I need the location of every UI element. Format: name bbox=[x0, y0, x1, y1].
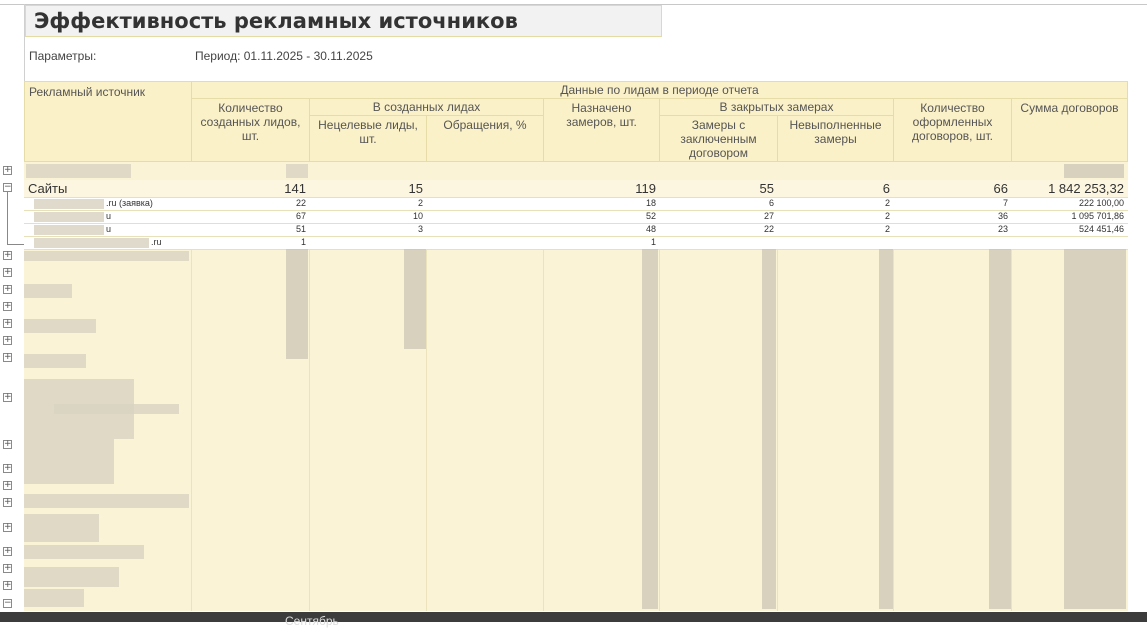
expand-icon[interactable]: + bbox=[4, 480, 12, 490]
header-in-created: В созданных лидах bbox=[309, 98, 544, 116]
header-unfulfilled: Невыполненные замеры bbox=[777, 115, 894, 162]
report-table bbox=[24, 81, 1128, 611]
row-name: .ru (заявка) bbox=[106, 198, 153, 208]
expand-icon[interactable]: + bbox=[4, 267, 12, 277]
redacted-text bbox=[26, 164, 131, 178]
row-assigned: 48 bbox=[645, 224, 656, 234]
redacted-text bbox=[24, 494, 189, 508]
report-title: Эффективность рекламных источников bbox=[25, 5, 662, 37]
row-sum: 1 095 701,86 bbox=[1071, 211, 1124, 221]
row-assigned: 18 bbox=[645, 198, 656, 208]
group-unfulfilled: 6 bbox=[882, 181, 890, 196]
row-with-contract: 27 bbox=[763, 211, 774, 221]
bottom-bar-text: Сентябрь bbox=[285, 614, 339, 628]
expand-icon[interactable]: + bbox=[4, 335, 12, 345]
expand-icon[interactable]: + bbox=[4, 352, 12, 362]
group-with-contract: 55 bbox=[759, 181, 774, 196]
expand-icon[interactable]: + bbox=[4, 284, 12, 294]
row-created: 51 bbox=[295, 224, 306, 234]
row-assigned: 1 bbox=[650, 237, 656, 247]
header-nontarget: Нецелевые лиды, шт. bbox=[309, 115, 427, 162]
row-unfulfilled: 2 bbox=[884, 224, 890, 234]
header-created: Количество созданных лидов, шт. bbox=[191, 98, 310, 162]
redacted-text bbox=[54, 404, 179, 414]
expand-icon[interactable]: + bbox=[4, 563, 12, 573]
group-assigned: 119 bbox=[635, 181, 656, 196]
row-name: .ru bbox=[151, 237, 162, 247]
expand-icon[interactable]: + bbox=[4, 439, 12, 449]
group-name: Сайты bbox=[28, 181, 68, 196]
redacted-rows bbox=[24, 249, 1128, 611]
redacted-text bbox=[24, 319, 96, 333]
row-contracts: 23 bbox=[997, 224, 1008, 234]
tree-line bbox=[7, 244, 24, 245]
redacted-text bbox=[879, 249, 893, 609]
tree-line bbox=[7, 192, 8, 244]
header-group: Данные по лидам в периоде отчета bbox=[191, 81, 1128, 99]
redacted-text bbox=[286, 249, 308, 359]
redacted-text bbox=[762, 249, 776, 609]
expand-icon[interactable]: + bbox=[4, 522, 12, 532]
row-nontarget: 2 bbox=[417, 198, 423, 208]
row-nontarget: 10 bbox=[412, 211, 423, 221]
header-source: Рекламный источник bbox=[24, 81, 192, 162]
redacted-text bbox=[34, 238, 149, 248]
row-name: u bbox=[106, 224, 112, 234]
row-created: 1 bbox=[300, 237, 306, 247]
header-closed: В закрытых замерах bbox=[659, 98, 894, 116]
expand-icon[interactable]: + bbox=[4, 546, 12, 556]
redacted-text bbox=[1064, 249, 1126, 609]
expand-icon[interactable]: + bbox=[4, 318, 12, 328]
redacted-text bbox=[24, 354, 86, 368]
expand-icon[interactable]: + bbox=[4, 497, 12, 507]
row-unfulfilled: 2 bbox=[884, 198, 890, 208]
header-contracts: Количество оформленных договоров, шт. bbox=[893, 98, 1012, 162]
expand-icon[interactable]: + bbox=[4, 165, 12, 175]
redacted-text bbox=[24, 439, 114, 484]
redacted-text bbox=[24, 284, 72, 298]
expand-icon[interactable]: + bbox=[4, 250, 12, 260]
table-row[interactable] bbox=[24, 162, 1128, 180]
row-with-contract: 6 bbox=[768, 198, 774, 208]
redacted-text bbox=[286, 164, 308, 178]
redacted-text bbox=[24, 251, 189, 261]
table-row[interactable] bbox=[24, 224, 1128, 236]
redacted-text bbox=[1064, 164, 1124, 178]
bottom-bar bbox=[0, 612, 1147, 628]
expand-icon[interactable]: + bbox=[4, 463, 12, 473]
redacted-text bbox=[989, 249, 1011, 609]
redacted-text bbox=[642, 249, 658, 609]
redacted-text bbox=[34, 225, 104, 235]
redacted-text bbox=[404, 249, 426, 349]
collapse-icon[interactable]: − bbox=[4, 598, 12, 608]
table-row[interactable] bbox=[24, 237, 1128, 249]
group-contracts: 66 bbox=[993, 181, 1008, 196]
redacted-text bbox=[34, 212, 104, 222]
row-contracts: 7 bbox=[1002, 198, 1008, 208]
group-nontarget: 15 bbox=[408, 181, 423, 196]
row-contracts: 36 bbox=[997, 211, 1008, 221]
redacted-text bbox=[24, 514, 99, 542]
header-assigned: Назначено замеров, шт. bbox=[543, 98, 660, 162]
row-with-contract: 22 bbox=[763, 224, 774, 234]
row-unfulfilled: 2 bbox=[884, 211, 890, 221]
row-created: 67 bbox=[295, 211, 306, 221]
row-created: 22 bbox=[295, 198, 306, 208]
expand-icon[interactable]: + bbox=[4, 301, 12, 311]
table-row[interactable] bbox=[24, 198, 1128, 210]
row-sum: 524 451,46 bbox=[1078, 224, 1124, 234]
collapse-icon[interactable]: − bbox=[4, 182, 12, 192]
group-sum: 1 842 253,32 bbox=[1048, 181, 1124, 196]
row-sum: 222 100,00 bbox=[1078, 198, 1124, 208]
header-requests: Обращения, % bbox=[426, 115, 544, 162]
header-sum: Сумма договоров bbox=[1011, 98, 1128, 162]
table-row[interactable] bbox=[24, 211, 1128, 223]
redacted-text bbox=[24, 545, 144, 559]
expand-icon[interactable]: + bbox=[4, 392, 12, 402]
row-nontarget: 3 bbox=[417, 224, 423, 234]
header-with-contract: Замеры с заключенным договором bbox=[659, 115, 778, 162]
row-assigned: 52 bbox=[645, 211, 656, 221]
params-period: Период: 01.11.2025 - 30.11.2025 bbox=[195, 49, 373, 63]
group-created: 141 bbox=[284, 181, 306, 196]
row-name: u bbox=[106, 211, 112, 221]
expand-icon[interactable]: + bbox=[4, 580, 12, 590]
table-row-group[interactable] bbox=[24, 180, 1128, 197]
redacted-text bbox=[24, 589, 84, 607]
params-label: Параметры: bbox=[29, 49, 97, 63]
redacted-text bbox=[24, 567, 119, 587]
redacted-text bbox=[34, 199, 104, 209]
